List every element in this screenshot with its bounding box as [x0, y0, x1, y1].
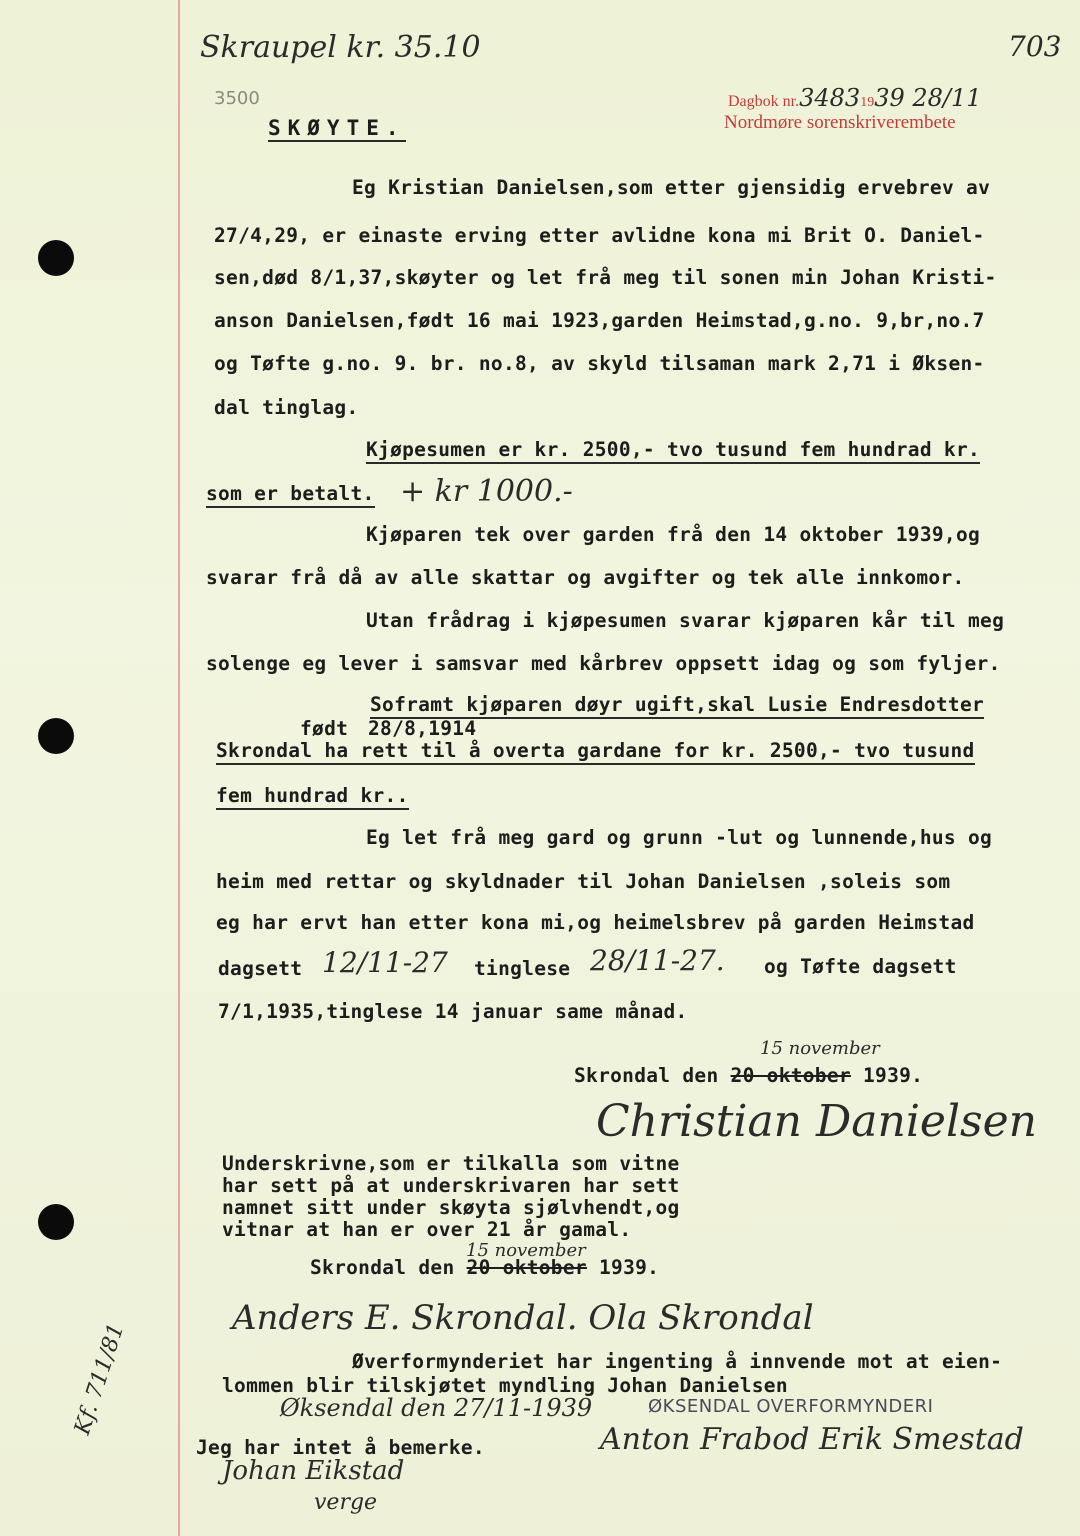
- body-line: Kjøpesumen er kr. 2500,- tvo tusund fem hundrad kr.: [366, 438, 980, 464]
- fee-note: Skraupel kr. 35.10: [200, 30, 481, 65]
- body-line: dagsett: [218, 957, 303, 980]
- punch-hole: [38, 718, 74, 754]
- body-line: svarar frå då av alle skattar og avgifter og tek alle innkomor.: [206, 566, 965, 589]
- new-date-1: 15 november: [760, 1038, 880, 1059]
- stamp-year-prefix: 19: [860, 95, 875, 110]
- witness-signatures: Anders E. Skrondal. Ola Skrondal: [232, 1298, 814, 1338]
- punch-hole: [38, 1204, 74, 1240]
- witness-line: Underskrivne,som er tilkalla som vitne: [222, 1152, 680, 1175]
- new-date-2: 15 november: [466, 1240, 586, 1261]
- place-prefix: Skrondal den: [310, 1256, 455, 1279]
- body-line: eg har ervt han etter kona mi,og heimelsbrev på garden Heimstad: [216, 911, 975, 934]
- body-line: Eg let frå meg gard og grunn -lut og lunnende,hus og: [366, 826, 993, 849]
- witness-line: har sett på at underskrivaren har sett: [222, 1174, 680, 1197]
- addendum-note: + kr 1000.-: [400, 474, 573, 509]
- overformynderi-place: Øksendal den 27/11-1939: [280, 1394, 593, 1422]
- body-line: som er betalt.: [206, 482, 375, 508]
- struck-date: 20 oktober: [730, 1064, 851, 1087]
- body-line: solenge eg lever i samsvar med kårbrev oppsett idag og som fyljer.: [206, 652, 1001, 675]
- body-line: heim med rettar og skyldnader til Johan Danielsen ,soleis som: [216, 870, 951, 893]
- overformynderi-signatures: Anton Frabod Erik Smestad: [600, 1422, 1024, 1457]
- punch-hole: [38, 240, 74, 276]
- body-line: og Tøfte dagsett: [764, 955, 957, 978]
- body-line: 7/1,1935,tinglese 14 januar same månad.: [218, 1000, 688, 1023]
- body-line: Eg Kristian Danielsen,som etter gjensidig ervebrev av: [352, 176, 991, 199]
- overformynderi-line: Øverformynderiet har ingenting å innvende mot at eien-: [352, 1350, 1003, 1373]
- body-line: fem hundrad kr..: [216, 784, 409, 810]
- body-line: Skrondal ha rett til å overta gardane for kr. 2500,- tvo tusund: [216, 739, 975, 765]
- diary-stamp-line2: Nordmøre sorenskriverembete: [724, 112, 956, 133]
- body-line: Kjøparen tek over garden frå den 14 oktober 1939,og: [366, 523, 981, 546]
- guardian-text: Jeg har intet å bemerke.: [196, 1436, 485, 1459]
- date-reg-2: 28/11-27.: [590, 944, 725, 977]
- diary-stamp-line1: [728, 84, 982, 112]
- body-line: 27/4,29, er einaste erving etter avlidne kona mi Brit O. Daniel-: [214, 224, 985, 247]
- overformynderi-stamp: ØKSENDAL OVERFORMYNDERI: [648, 1396, 934, 1417]
- margin-note: Kf. 711/81: [70, 1320, 130, 1438]
- date-reg-1: 12/11-27: [322, 946, 448, 979]
- document-title: SKØYTE.: [268, 116, 406, 140]
- born-label: født: [300, 717, 349, 740]
- body-line: og Tøfte g.no. 9. br. no.8, av skyld tilsaman mark 2,71 i Øksen-: [214, 352, 985, 375]
- stamp-label: Dagbok nr.: [728, 93, 800, 110]
- struck-date: 20 oktober: [466, 1256, 587, 1279]
- place-date: [574, 1064, 923, 1087]
- body-line: sen,død 8/1,37,skøyter og let frå meg til sonen min Johan Kristi-: [214, 266, 997, 289]
- witness-place-date: [310, 1256, 659, 1279]
- place-year: 1939.: [862, 1064, 924, 1087]
- fee-pencil: 3500: [214, 88, 260, 109]
- stamp-number: 3483: [799, 84, 861, 112]
- guardian-role: verge: [314, 1490, 378, 1515]
- place-prefix: Skrondal den: [574, 1064, 719, 1087]
- page-number: 703: [1008, 30, 1062, 63]
- place-year: 1939.: [598, 1256, 660, 1279]
- overformynderi-line: lommen blir tilskjøtet myndling Johan Danielsen: [222, 1374, 788, 1397]
- body-line: anson Danielsen,født 16 mai 1923,garden Heimstad,g.no. 9,br,no.7: [214, 309, 985, 332]
- body-line: dal tinglag.: [214, 396, 359, 419]
- body-line: Utan frådrag i kjøpesumen svarar kjøparen kår til meg: [366, 609, 1005, 632]
- witness-line: namnet sitt under skøyta sjølvhendt,og: [222, 1196, 680, 1219]
- seller-signature: Christian Danielsen: [596, 1096, 1037, 1147]
- stamp-year-date: 39 28/11: [874, 84, 982, 112]
- guardian-signature: Johan Eikstad: [222, 1456, 405, 1486]
- body-line: tinglese: [474, 957, 571, 980]
- witness-line: vitnar at han er over 21 år gamal.: [222, 1218, 632, 1241]
- body-line: Soframt kjøparen døyr ugift,skal Lusie Endresdotter: [370, 693, 984, 719]
- margin-line: [178, 0, 180, 1536]
- born-date: 28/8,1914: [368, 717, 477, 740]
